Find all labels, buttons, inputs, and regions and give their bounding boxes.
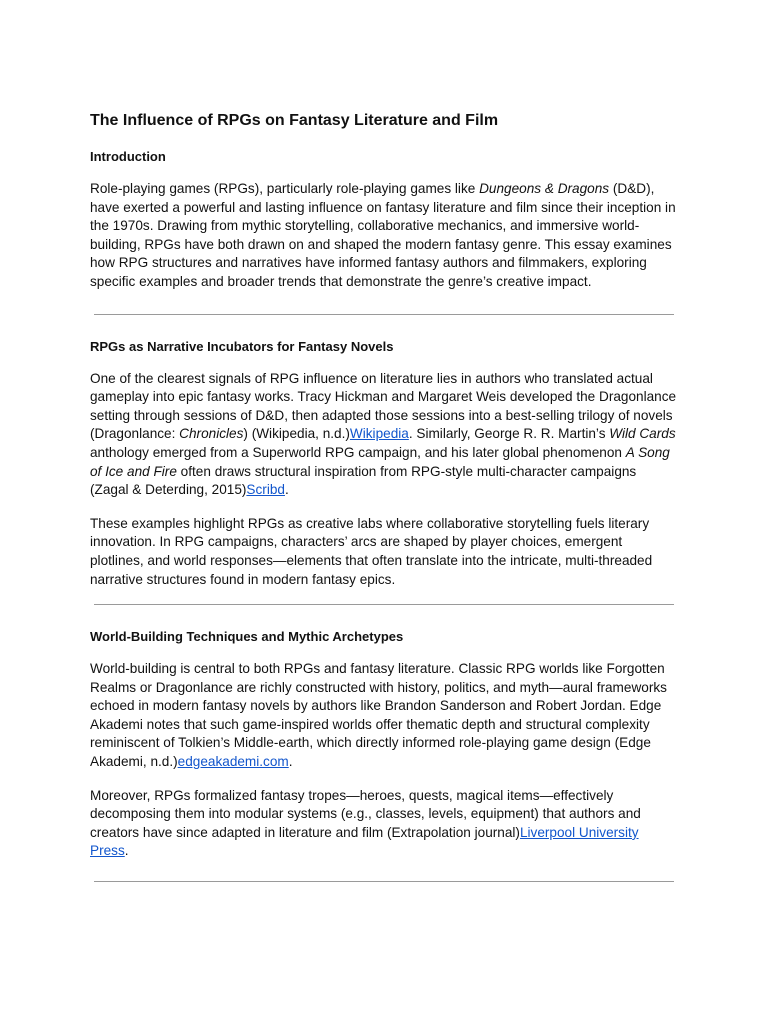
text-run: One of the clearest signals of RPG influence on literature lies in authors who translated actual gameplay into epic fantasy works. Tracy Hickman and Margaret Weis developed the Dragonlance setting through sessions of D&D, then adapted those sessions into a best-selling trilogy of novels (Dragonlance: <box>90 370 677 442</box>
heading-world-building: World-Building Techniques and Mythic Archetypes <box>90 629 404 645</box>
scribd-link[interactable]: Scribd <box>246 482 285 498</box>
text-run: . <box>124 843 129 859</box>
text-run: . <box>288 754 293 770</box>
text-run: often draws structural inspiration from RPG-style multi-character campaigns (Zagal & Deterding, 2015) <box>90 463 637 498</box>
italic-title: Wild Cards <box>609 426 676 442</box>
text-run: ) (Wikipedia, n.d.) <box>243 426 350 442</box>
worldbuilding-paragraph-2 <box>90 787 678 861</box>
heading-narrative-incubators: RPGs as Narrative Incubators for Fantasy Novels <box>90 338 394 354</box>
text-run: . Similarly, George R. R. Martin’s <box>408 426 610 442</box>
section-divider <box>94 881 674 882</box>
narrative-paragraph-1 <box>90 370 678 500</box>
text-run: Moreover, RPGs formalized fantasy tropes—heroes, quests, magical items—effectively decomposing them into modular systems (e.g., classes, levels, equipment) that authors and creators have since adapted in literature and film (Extrapolation journal) <box>90 787 641 840</box>
text-run: Role-playing games (RPGs), particularly role-playing games like <box>90 181 480 196</box>
heading-introduction: Introduction <box>90 149 166 164</box>
text-run: . <box>284 482 289 498</box>
edgeakademi-link[interactable]: edgeakademi.com <box>177 754 289 770</box>
text-run: anthology emerged from a Superworld RPG campaign, and his later global phenomenon <box>90 444 626 460</box>
worldbuilding-paragraph-1 <box>90 660 678 772</box>
italic-title: A Song of Ice and Fire <box>90 444 670 479</box>
wikipedia-link[interactable]: Wikipedia <box>349 426 409 442</box>
narrative-paragraph-2: These examples highlight RPGs as creative labs where collaborative storytelling fuels literary innovation. In RPG campaigns, characters’ arcs are shaped by player choices, emergent plotlines, and world responses—elements that often translate into the intricate, multi-threaded narrative structures found in modern fantasy epics. <box>90 515 653 587</box>
intro-paragraph <box>90 180 678 292</box>
text-run: (D&D), have exerted a powerful and lasting influence on fantasy literature and film since their inception in the 1970s. Drawing from mythic storytelling, collaborative mechanics, and immersive world-building, RPGs have both drawn on and shaped the modern fantasy genre. This essay examines how RPG structures and narratives have informed fantasy authors and filmmakers, exploring specific examples and broader trends that demonstrate the genre’s creative impact. <box>90 181 676 289</box>
text-run: World-building is central to both RPGs and fantasy literature. Classic RPG worlds like Forgotten Realms or Dragonlance are richly constructed with history, politics, and myth—aural frameworks echoed in modern fantasy novels by authors like Brandon Sanderson and Robert Jordan. Edge Akademi notes that such game-inspired worlds offer thematic depth and structural complexity reminiscent of Tolkien’s Middle-earth, which directly informed role-playing game design (Edge Akademi, n.d.) <box>90 661 667 770</box>
italic-title: Chronicles <box>179 426 244 442</box>
document-title: The Influence of RPGs on Fantasy Literature and Film <box>90 112 499 129</box>
section-divider <box>94 604 674 605</box>
document-page <box>90 111 678 882</box>
section-divider <box>94 314 674 315</box>
italic-title: Dungeons & Dragons <box>479 181 610 196</box>
liverpool-press-link[interactable]: Liverpool University Press <box>90 824 639 859</box>
